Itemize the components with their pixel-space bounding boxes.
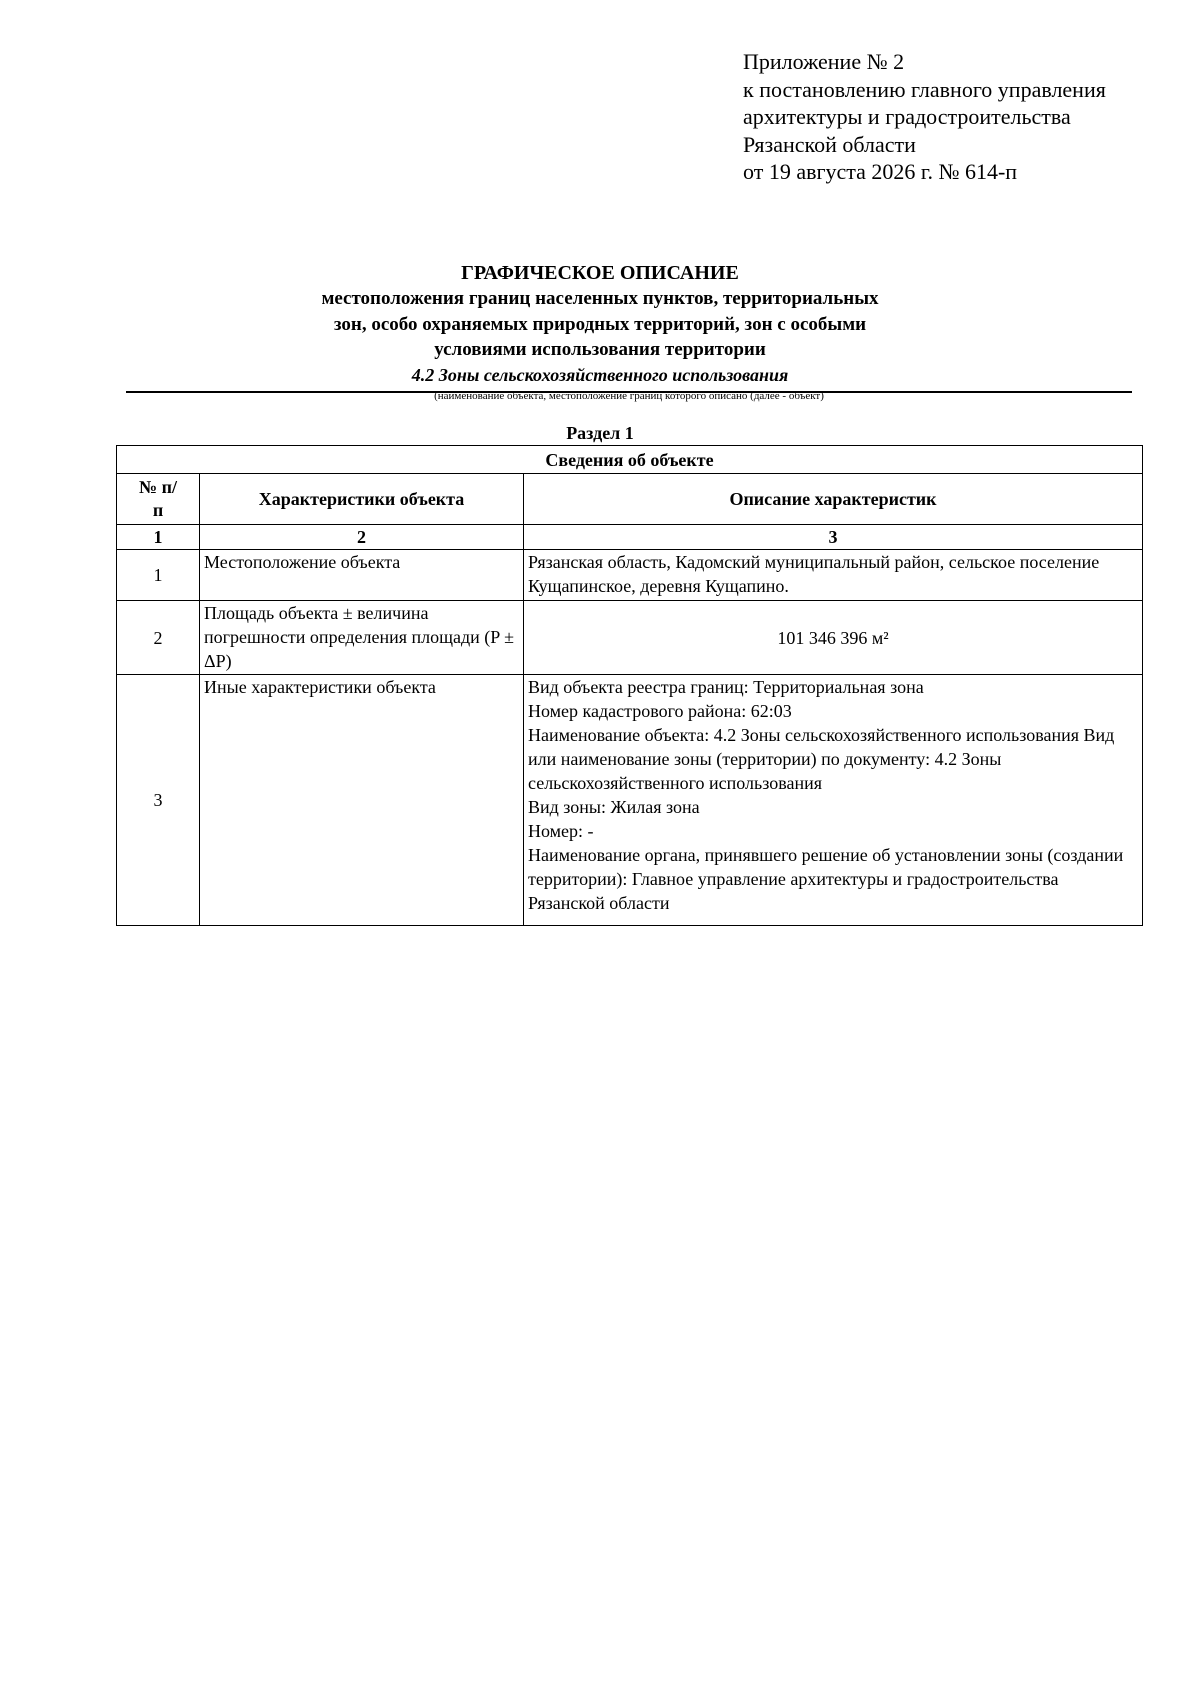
column-index: 2 [200,525,524,550]
row-description: 101 346 396 м² [524,601,1143,675]
object-name: 4.2 Зоны сельскохозяйственного использования [411,364,789,385]
description-line: Наименование органа, принявшего решение об установлении зоны (создании территории): Главное управление архитектуры и градостроительства Рязанской области [528,845,1124,913]
row-number: 3 [117,675,200,926]
table-title-row [117,446,1143,474]
table-row [117,601,1143,675]
appendix-line: Приложение № 2 [743,49,905,74]
column-index-row [117,525,1143,550]
appendix-line: к постановлению главного управления [743,76,1106,102]
header-num-label: № п/п [139,477,177,520]
table-row [117,675,1143,926]
appendix-line: Рязанской области [743,131,916,157]
document-title: ГРАФИЧЕСКОЕ ОПИСАНИЕ [461,262,739,284]
document-subtitle-line: зон, особо охраняемых природных территорий, зон с особыми [333,313,867,335]
description-line: Наименование объекта: 4.2 Зоны сельскохозяйственного использования Вид или наименование зоны (территории) по документу: 4.2 Зоны сельскохозяйственного использования [528,725,1115,793]
section-title: Раздел 1 [566,423,634,443]
appendix-header [743,48,1106,186]
description-line: Вид объекта реестра границ: Территориальная зона [528,677,924,697]
header-num [117,474,200,525]
appendix-line: от 19 августа 2026 г. № 614-п [743,159,1018,184]
row-characteristic: Местоположение объекта [200,550,524,601]
description-line: Вид зоны: Жилая зона [528,797,700,817]
appendix-line: архитектуры и градостроительства [743,104,1071,129]
header-description: Описание характеристик [524,474,1143,525]
description-line: Номер кадастрового района: 62:03 [528,701,792,721]
row-number: 2 [117,601,200,675]
description-line: Номер: - [528,821,594,841]
document-subtitle-line: условиями использования территории [434,339,766,360]
column-index: 3 [524,525,1143,550]
object-caption: (наименование объекта, местоположение границ которого описано (далее - объект) [434,390,824,402]
column-index: 1 [117,525,200,550]
row-description: Рязанская область, Кадомский муниципальный район, сельское поселение Кущапинское, деревня Кущапино. [524,550,1143,601]
row-description [524,675,1143,926]
row-characteristic: Площадь объекта ± величина погрешности определения площади (P ± ΔP) [200,601,524,675]
header-characteristic: Характеристики объекта [200,474,524,525]
table-header-row [117,474,1143,525]
document-subtitle-line: местоположения границ населенных пунктов, территориальных [321,288,879,309]
table-title: Сведения об объекте [117,446,1143,474]
document-heading [0,260,1200,387]
row-number: 1 [117,550,200,601]
object-info-table [116,445,1143,926]
row-characteristic: Иные характеристики объекта [200,675,524,926]
table-row [117,550,1143,601]
